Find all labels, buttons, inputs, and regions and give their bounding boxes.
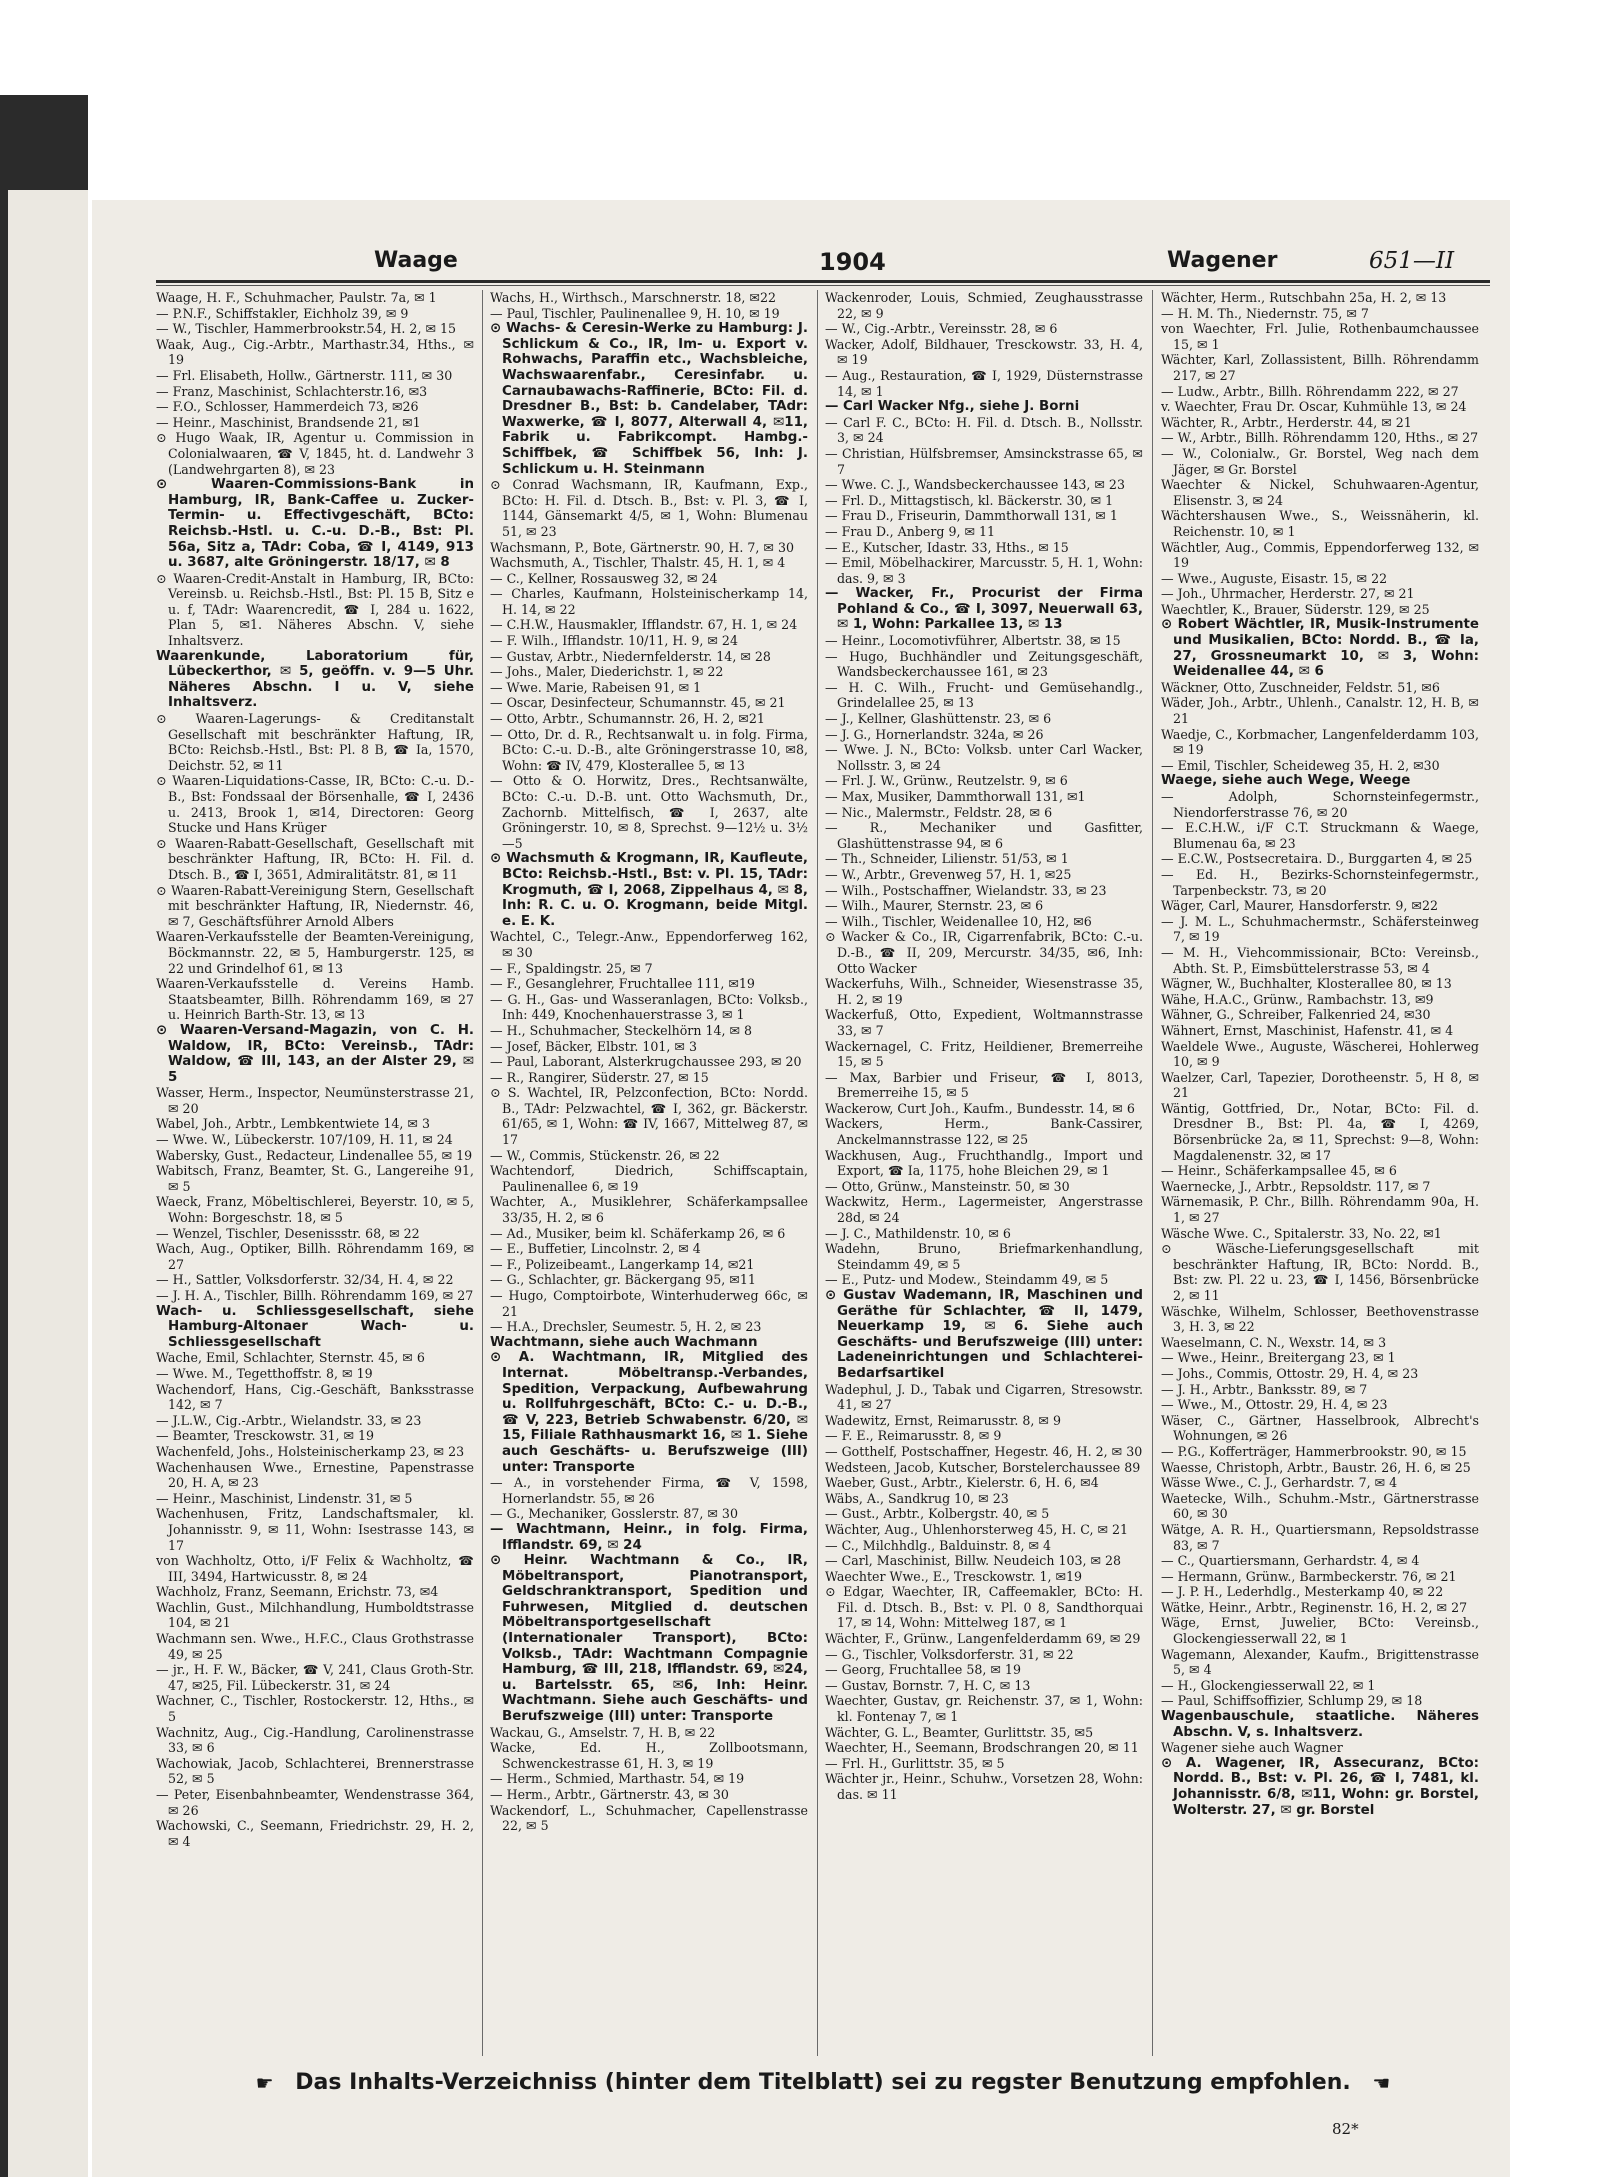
directory-entry: — Johs., Maler, Diederichstr. 1, ✉ 22	[490, 664, 724, 680]
directory-entry: Wackernagel, C. Fritz, Heildiener, Bremerreihe 15, ✉ 5	[825, 1038, 1143, 1070]
pointing-hand-right-icon: ☛	[255, 2071, 274, 2095]
directory-entry: — Peter, Eisenbahnbeamter, Wendenstrasse 364, ✉ 26	[156, 1787, 474, 1818]
directory-entry: — Wwe. Marie, Rabeisen 91, ✉ 1	[490, 679, 702, 695]
directory-entry: Wäckner, Otto, Zuschneider, Feldstr. 51, ✉6	[1161, 679, 1440, 695]
directory-entry: — Emil, Tischler, Scheideweg 35, H. 2, ✉30	[1161, 757, 1440, 773]
directory-entry: ⊙ Wachs- & Ceresin-Werke zu Hamburg: J. Schlickum & Co., IR, Im- u. Export v. Rohwachs, Paraffin etc., Wachsbleiche, Wachswaarenfabr., Ceresinfabr. u. Carnaubawachs-Raffinerie, BCto: Fil. d. Dresdner B., Bst: b. Candelaber, TAdr: Waxwerke, ☎ I, 8077, Alterwall 4, ✉11, Fabrik u. Fabrikcompt. Hambg.-Schiffbek, ☎ Schiffbek 56, Inh: J. Schlickum u. H. Steinmann	[490, 321, 808, 477]
directory-entry: — Heinr., Maschinist, Lindenstr. 31, ✉ 5	[156, 1490, 413, 1506]
directory-entry: Waege, siehe auch Wege, Weege	[1161, 773, 1411, 789]
directory-entry: Wächter, Karl, Zollassistent, Billh. Röhrendamm 217, ✉ 27	[1161, 352, 1479, 383]
directory-entry: Wachenfeld, Johs., Holsteinischerkamp 23, ✉ 23	[156, 1443, 465, 1459]
directory-entry: Waelzer, Carl, Tapezier, Dorotheenstr. 5, H 8, ✉ 21	[1161, 1069, 1479, 1101]
directory-entry: Wachsmann, P., Bote, Gärtnerstr. 90, H. 7, ✉ 30	[490, 539, 794, 555]
directory-entry: — Wwe., Auguste, Eisastr. 15, ✉ 22	[1161, 570, 1388, 586]
directory-entry: — Wwe., Heinr., Breitergang 23, ✉ 1	[1161, 1350, 1396, 1366]
directory-entry: Wäschke, Wilhelm, Schlosser, Beethovenstrasse 3, H. 3, ✉ 22	[1161, 1303, 1479, 1335]
directory-entry: Wabitsch, Franz, Beamter, St. G., Langereihe 91, ✉ 5	[156, 1163, 474, 1194]
directory-entry: — G., Mechaniker, Gosslerstr. 87, ✉ 30	[490, 1506, 738, 1522]
directory-entry: Wacker, Adolf, Bildhauer, Tresckowstr. 33, H. 4, ✉ 19	[825, 336, 1143, 368]
directory-entry: — E.C.H.W., i/F C.T. Struckmann & Waege, Blumenau 6a, ✉ 23	[1161, 820, 1479, 851]
directory-entry: — Heinr., Locomotivführer, Albertstr. 38, ✉ 15	[825, 633, 1121, 649]
directory-entry: Wächter, Herm., Rutschbahn 25a, H. 2, ✉ 13	[1161, 290, 1447, 305]
directory-entry: — Emil, Möbelhackirer, Marcusstr. 5, H. 1, Wohn: das. 9, ✉ 3	[825, 555, 1143, 586]
directory-entry: Wachmann sen. Wwe., H.F.C., Claus Grothstrasse 49, ✉ 25	[156, 1631, 474, 1662]
directory-entry: Wähnert, Ernst, Maschinist, Hafenstr. 41, ✉ 4	[1161, 1022, 1454, 1038]
footer-notice	[156, 2070, 1490, 2110]
column-1	[156, 290, 474, 2056]
directory-entry: — Frl. J. W., Grünw., Reutzelstr. 9, ✉ 6	[825, 773, 1068, 789]
directory-entry: ⊙ Wacker & Co., IR, Cigarrenfabrik, BCto: C.-u. D.-B., ☎ II, 209, Mercurstr. 34/35, ✉6, Inh: Otto Wacker	[825, 929, 1143, 976]
directory-entry: Waesse, Christoph, Arbtr., Baustr. 26, H. 6, ✉ 25	[1161, 1459, 1471, 1475]
directory-entry: — Paul, Tischler, Paulinenallee 9, H. 10, ✉ 19	[490, 305, 780, 321]
directory-entry: Wächter jr., Heinr., Schuhw., Vorsetzen 28, Wohn: das. ✉ 11	[825, 1771, 1143, 1802]
directory-entry: Waechter & Nickel, Schuhwaaren-Agentur, Elisenstr. 3, ✉ 24	[1161, 477, 1479, 508]
directory-entry: Wähner, G., Schreiber, Falkenried 24, ✉30	[1161, 1007, 1431, 1023]
directory-entry: Wache, Emil, Schlachter, Sternstr. 45, ✉ 6	[156, 1350, 425, 1366]
directory-entry: — J. M. L., Schuhmachermstr., Schäfersteinweg 7, ✉ 19	[1161, 913, 1479, 945]
directory-entry: — Ad., Musiker, beim kl. Schäferkamp 26, ✉ 6	[490, 1225, 786, 1241]
directory-entry: ⊙ Waaren-Lagerungs- & Creditanstalt Gesellschaft mit beschränkter Haftung, IR, BCto: Reichsb.-Hstl., Bst: Pl. 8 B, ☎ Ia, 1570, Deichstr. 52, ✉ 11	[156, 711, 474, 773]
directory-entry: — Wwe. C. J., Wandsbeckerchaussee 143, ✉ 23	[825, 477, 1125, 493]
directory-entry: Waage, H. F., Schuhmacher, Paulstr. 7a, ✉ 1	[156, 290, 437, 305]
directory-entry: Wackerow, Curt Joh., Kaufm., Bundesstr. 14, ✉ 6	[825, 1100, 1135, 1116]
directory-entry: — H. C. Wilh., Frucht- und Gemüsehandlg., Grindelallee 25, ✉ 13	[825, 679, 1143, 711]
directory-entry: — Franz, Maschinist, Schlachterstr.16, ✉3	[156, 383, 428, 399]
directory-entry: — E., Kutscher, Idastr. 33, Hths., ✉ 15	[825, 539, 1069, 555]
directory-entry: — Aug., Restauration, ☎ I, 1929, Düsternstrasse 14, ✉ 1	[825, 367, 1143, 399]
directory-entry: Wackerfuß, Otto, Expedient, Woltmannstrasse 33, ✉ 7	[825, 1007, 1143, 1038]
directory-entry: Waeselmann, C. N., Wexstr. 14, ✉ 3	[1161, 1334, 1387, 1350]
directory-entry: Wadewitz, Ernst, Reimarusstr. 8, ✉ 9	[825, 1412, 1061, 1428]
directory-entry: Wätge, A. R. H., Quartiersmann, Repsoldstrasse 83, ✉ 7	[1161, 1521, 1479, 1553]
directory-entry: — Max, Musiker, Dammthorwall 131, ✉1	[825, 789, 1086, 804]
directory-entry: — Otto & O. Horwitz, Dres., Rechtsanwälte, BCto: C.-u. D.-B. unt. Otto Wachsmuth, Dr., Zachornb. Mittelfisch, ☎ I, 2637, alte Gröningerstr. 10, ✉ 8, Sprechst. 9—12½ u. 3½—5	[490, 773, 808, 851]
directory-entry: Wadehn, Bruno, Briefmarkenhandlung, Steindamm 49, ✉ 5	[825, 1241, 1143, 1272]
directory-entry: Wachowski, C., Seemann, Friedrichstr. 29, H. 2, ✉ 4	[156, 1818, 474, 1849]
directory-entry: — Johs., Commis, Ottostr. 29, H. 4, ✉ 23	[1161, 1365, 1419, 1381]
directory-entry: Wedsteen, Jacob, Kutscher, Borstelerchaussee 89	[825, 1459, 1141, 1475]
directory-entry: — H., Schuhmacher, Steckelhörn 14, ✉ 8	[490, 1022, 753, 1038]
directory-entry: Wasser, Herm., Inspector, Neumünsterstrasse 21, ✉ 20	[156, 1085, 474, 1116]
directory-entry: — G., Schlachter, gr. Bäckergang 95, ✉11	[490, 1272, 756, 1288]
directory-entry: — Hugo, Comptoirbote, Winterhuderweg 66c, ✉ 21	[490, 1288, 808, 1319]
directory-entry: — Josef, Bäcker, Elbstr. 101, ✉ 3	[490, 1038, 697, 1054]
directory-entry: — Carl, Maschinist, Billw. Neudeich 103, ✉ 28	[825, 1553, 1122, 1569]
directory-entry: Wabersky, Gust., Redacteur, Lindenallee 55, ✉ 19	[156, 1147, 473, 1163]
signature-mark: 82*	[1332, 2120, 1359, 2138]
directory-entry: Wachter, A., Musiklehrer, Schäferkampsallee 33/35, H. 2, ✉ 6	[490, 1194, 808, 1226]
directory-entry: — Paul, Schiffsoffizier, Schlump 29, ✉ 18	[1161, 1693, 1423, 1709]
directory-entry: — F. E., Reimarusstr. 8, ✉ 9	[825, 1428, 1002, 1444]
directory-entry: ⊙ Conrad Wachsmann, IR, Kaufmann, Exp., BCto: H. Fil. d. Dtsch. B., Bst: v. Pl. 3, ☎ I, 1144, Gänsemarkt 4/5, ✉ 1, Wohn: Blumenau 51, ✉ 23	[490, 477, 808, 539]
directory-entry: Wächter, Aug., Uhlenhorsterweg 45, H. C, ✉ 21	[825, 1521, 1129, 1537]
directory-entry: Wachowiak, Jacob, Schlachterei, Brennerstrasse 52, ✉ 5	[156, 1755, 474, 1787]
directory-entry: — Frau D., Friseurin, Dammthorwall 131, ✉ 1	[825, 508, 1118, 524]
directory-entry: — Otto, Grünw., Mansteinstr. 50, ✉ 30	[825, 1178, 1070, 1194]
directory-entry: ⊙ Edgar, Waechter, IR, Caffeemakler, BCto: H. Fil. d. Dtsch. B., Bst: v. Pl. 0 8, Sandthorquai 17, ✉ 14, Wohn: Mittelweg 187, ✉ 1	[825, 1584, 1143, 1631]
directory-entry: Wächter, F., Grünw., Langenfelderdamm 69, ✉ 29	[825, 1631, 1141, 1647]
entry-columns	[156, 290, 1490, 2056]
directory-entry: — Hermann, Grünw., Barmbeckerstr. 76, ✉ 21	[1161, 1568, 1457, 1584]
directory-entry: Wachnitz, Aug., Cig.-Handlung, Carolinenstrasse 33, ✉ 6	[156, 1724, 474, 1756]
directory-entry: Wäntig, Gottfried, Dr., Notar, BCto: Fil. d. Dresdner B., Bst: Pl. 4a, ☎ I, 4269, Börsenbrücke 2a, ✉ 11, Sprechst: 9—8, Wohn: Magdalenenstr. 32, ✉ 17	[1161, 1100, 1479, 1163]
directory-entry: Waeck, Franz, Möbeltischlerei, Beyerstr. 10, ✉ 5, Wohn: Borgeschstr. 18, ✉ 5	[156, 1194, 474, 1226]
directory-entry: Wachsmuth, A., Tischler, Thalstr. 45, H. 1, ✉ 4	[490, 555, 786, 571]
pointing-hand-left-icon: ☚	[1372, 2071, 1391, 2095]
directory-entry: Wagener siehe auch Wagner	[1161, 1740, 1343, 1756]
directory-entry: — H., Sattler, Volksdorferstr. 32/34, H. 4, ✉ 22	[156, 1272, 454, 1288]
directory-entry: — G. H., Gas- und Wasseranlagen, BCto: Volksb., Inh: 449, Knochenhauerstrasse 3, ✉ 1	[490, 991, 808, 1023]
directory-entry: — H. M. Th., Niedernstr. 75, ✉ 7	[1161, 305, 1369, 321]
directory-entry: Wackenroder, Louis, Schmied, Zeughausstrasse 22, ✉ 9	[825, 290, 1143, 321]
directory-entry: Waaren-Verkaufsstelle der Beamten-Vereinigung, Böckmannstr. 22, ✉ 5, Hamburgerstr. 125, ✉ 22 und Grindelhof 61, ✉ 13	[156, 929, 474, 976]
directory-entry: — Heinr., Maschinist, Brandsende 21, ✉1	[156, 414, 421, 430]
directory-entry: Waarenkunde, Laboratorium für, Lübeckerthor, ✉ 5, geöffn. v. 9—5 Uhr. Näheres Abschn. I u. V, siehe Inhaltsverz.	[156, 648, 474, 711]
directory-entry: Wachenhusen, Fritz, Landschaftsmaler, kl. Johannisstr. 9, ✉ 11, Wohn: Isestrasse 143, ✉ 17	[156, 1506, 474, 1553]
directory-page	[92, 200, 1510, 2177]
directory-entry: — Wacker, Fr., Procurist der Firma Pohland & Co., ☎ I, 3097, Neuerwall 63, ✉ 1, Wohn: Parkallee 13, ✉ 13	[825, 586, 1143, 633]
directory-entry: ⊙ Wachsmuth & Krogmann, IR, Kaufleute, BCto: Reichsb.-Hstl., Bst: v. Pl. 15, TAdr: Krogmuth, ☎ I, 2068, Zippelhaus 4, ✉ 8, Inh: R. C. u. O. Krogmann, beide Mitgl. e. E. K.	[490, 851, 808, 929]
directory-entry: — jr., H. F. W., Bäcker, ☎ V, 241, Claus Groth-Str. 47, ✉25, Fil. Lübeckerstr. 31, ✉ 24	[156, 1662, 474, 1693]
directory-entry: — J. G., Hornerlandstr. 324a, ✉ 26	[825, 726, 1044, 742]
directory-entry: — Nic., Malermstr., Feldstr. 28, ✉ 6	[825, 804, 1053, 820]
directory-entry: Wackau, G., Amselstr. 7, H. B, ✉ 22	[490, 1724, 716, 1740]
directory-entry: — Wilh., Postschaffner, Wielandstr. 33, ✉ 23	[825, 882, 1107, 898]
directory-entry: — Heinr., Schäferkampsallee 45, ✉ 6	[1161, 1163, 1397, 1179]
directory-entry: Wägner, W., Buchhalter, Klosterallee 80, ✉ 13	[1161, 976, 1452, 992]
directory-entry: — Wilh., Maurer, Sternstr. 23, ✉ 6	[825, 898, 1044, 914]
directory-entry: Wabel, Joh., Arbtr., Lembkentwiete 14, ✉ 3	[156, 1116, 430, 1132]
directory-entry: — Charles, Kaufmann, Holsteinischerkamp 14, H. 14, ✉ 22	[490, 586, 808, 617]
column-divider	[1152, 290, 1153, 2056]
directory-entry: — C., Milchhdlg., Balduinstr. 8, ✉ 4	[825, 1537, 1052, 1553]
directory-entry: — C.H.W., Hausmakler, Ifflandstr. 67, H. 1, ✉ 24	[490, 617, 798, 633]
directory-entry: Wäsche Wwe. C., Spitalerstr. 33, No. 22, ✉1	[1161, 1225, 1442, 1241]
directory-entry: — Frl. D., Mittagstisch, kl. Bäckerstr. 30, ✉ 1	[825, 492, 1114, 508]
directory-entry: Wächter, R., Arbtr., Herderstr. 44, ✉ 21	[1161, 414, 1412, 430]
directory-entry: Waetecke, Wilh., Schuhm.-Mstr., Gärtnerstrasse 60, ✉ 30	[1161, 1490, 1479, 1522]
directory-entry: Wachtmann, siehe auch Wachmann	[490, 1334, 758, 1350]
directory-entry: Wachner, C., Tischler, Rostockerstr. 12, Hths., ✉ 5	[156, 1693, 474, 1725]
directory-entry: Waeber, Gust., Arbtr., Kielerstr. 6, H. 6, ✉4	[825, 1475, 1099, 1491]
directory-entry: — Otto, Arbtr., Schumannstr. 26, H. 2, ✉21	[490, 711, 765, 727]
directory-entry: — F. Wilh., Ifflandstr. 10/11, H. 9, ✉ 24	[490, 633, 738, 649]
directory-entry: Wäder, Joh., Arbtr., Uhlenh., Canalstr. 12, H. B, ✉ 21	[1161, 695, 1479, 727]
directory-entry: Wachtel, C., Telegr.-Anw., Eppendorferweg 162, ✉ 30	[490, 929, 808, 960]
header-year: 1904	[819, 248, 886, 276]
directory-entry: — C., Kellner, Rossausweg 32, ✉ 24	[490, 570, 718, 586]
directory-entry: — Ed. H., Bezirks-Schornsteinfegermstr., Tarpenbeckstr. 73, ✉ 20	[1161, 866, 1479, 898]
column-2	[490, 290, 808, 2056]
directory-entry: ⊙ A. Wachtmann, IR, Mitglied des Internat. Möbeltransp.-Verbandes, Spedition, Verpackung, Aufbewahrung u. Rollfuhrgeschäft, BCto: C.- u. D.-B., ☎ V, 223, Betrieb Schwabenstr. 6/20, ✉ 15, Filiale Rathhausmarkt 16, ✉ 1. Siehe auch Geschäfts- u. Berufszweige (III) unter: Transporte	[490, 1350, 808, 1475]
directory-entry: — Carl Wacker Nfg., siehe J. Borni	[825, 399, 1080, 415]
directory-entry: Waechter, Gustav, gr. Reichenstr. 37, ✉ 1, Wohn: kl. Fontenay 7, ✉ 1	[825, 1693, 1143, 1725]
footer-text: Das Inhalts-Verzeichniss (hinter dem Titelblatt) sei zu regster Benutzung empfohlen.	[295, 2070, 1351, 2095]
directory-entry: — G., Tischler, Volksdorferstr. 31, ✉ 22	[825, 1646, 1074, 1662]
directory-entry: ⊙ Wäsche-Lieferungsgesellschaft mit beschränkter Haftung, IR, BCto: Nordd. B., Bst: zw. Pl. 22 u. 23, ☎ I, 1456, Börsenbrücke 2, ✉ 11	[1161, 1241, 1479, 1303]
directory-entry: ⊙ Waaren-Commissions-Bank in Hamburg, IR, Bank-Caffee u. Zucker-Termin- u. Effectivgeschäft, BCto: Reichsb.-Hstl. u. C.-u. D.-B., Bst: Pl. 56a, Sitz a, TAdr: Coba, ☎ I, 4149, 913 u. 3687, alte Gröningerstr. 18/17, ✉ 8	[156, 477, 474, 571]
directory-entry: — Oscar, Desinfecteur, Schumannstr. 45, ✉ 21	[490, 695, 786, 711]
directory-entry: Wachendorf, Hans, Cig.-Geschäft, Banksstrasse 142, ✉ 7	[156, 1381, 474, 1413]
directory-entry: — Otto, Dr. d. R., Rechtsanwalt u. in folg. Firma, BCto: C.-u. D.-B., alte Gröningerstrasse 10, ✉8, Wohn: ☎ IV, 479, Klosterallee 5, ✉ 13	[490, 726, 808, 773]
directory-entry: Wäbs, A., Sandkrug 10, ✉ 23	[825, 1490, 1009, 1506]
header-rule	[156, 280, 1490, 283]
directory-entry: Wätke, Heinr., Arbtr., Reginenstr. 16, H. 2, ✉ 27	[1161, 1599, 1468, 1615]
directory-entry: — F.O., Schlosser, Hammerdeich 73, ✉26	[156, 399, 419, 415]
directory-entry: Wäger, Carl, Maurer, Hansdorferstr. 9, ✉22	[1161, 898, 1438, 914]
directory-entry: ⊙ Waaren-Rabatt-Gesellschaft, Gesellschaft mit beschränkter Haftung, IR, BCto: H. Fil. d. Dtsch. B., ☎ I, 3651, Admiralitätstr. 81, ✉ 11	[156, 835, 474, 882]
directory-entry: — Wwe. M., Tegetthoffstr. 8, ✉ 19	[156, 1365, 373, 1381]
directory-entry: Wächtler, Aug., Commis, Eppendorferweg 132, ✉ 19	[1161, 539, 1479, 571]
directory-entry: — F., Spaldingstr. 25, ✉ 7	[490, 960, 653, 976]
directory-entry: von Wachholtz, Otto, i/F Felix & Wachholtz, ☎ III, 3494, Hartwicusstr. 8, ✉ 24	[156, 1553, 474, 1584]
directory-entry: Wagenbauschule, staatliche. Näheres Abschn. V, s. Inhaltsverz.	[1161, 1709, 1479, 1740]
directory-entry: — Gustav, Arbtr., Niedernfelderstr. 14, ✉ 28	[490, 648, 771, 664]
directory-entry: Waeldele Wwe., Auguste, Wäscherei, Hohlerweg 10, ✉ 9	[1161, 1038, 1479, 1070]
directory-entry: — J. H. A., Tischler, Billh. Röhrendamm 169, ✉ 27	[156, 1288, 474, 1303]
directory-entry: — Wwe. J. N., BCto: Volksb. unter Carl Wacker, Nollsstr. 3, ✉ 24	[825, 742, 1143, 773]
directory-entry: Waaren-Verkaufsstelle d. Vereins Hamb. Staatsbeamter, Billh. Röhrendamm 169, ✉ 27 u. Heinrich Barth-Str. 13, ✉ 13	[156, 976, 474, 1023]
directory-entry: — Wwe. W., Lübeckerstr. 107/109, H. 11, ✉ 24	[156, 1132, 453, 1148]
page-number: 651—II	[1369, 248, 1455, 274]
directory-entry: Wackendorf, L., Schuhmacher, Capellenstrasse 22, ✉ 5	[490, 1802, 808, 1834]
directory-entry: — W., Arbtr., Billh. Röhrendamm 120, Hths., ✉ 27	[1161, 430, 1479, 446]
directory-entry: ⊙ A. Wagener, IR, Assecuranz, BCto: Nordd. B., Bst: v. Pl. 26, ☎ I, 7481, kl. Johannisstr. 6/8, ✉11, Wohn: gr. Borstel, Wolterstr. 27, ✉ gr. Borstel	[1161, 1755, 1479, 1818]
directory-entry: Wackhusen, Aug., Fruchthandlg., Import und Export, ☎ Ia, 1175, hohe Bleichen 29, ✉ 1	[825, 1147, 1143, 1179]
directory-entry: — Ludw., Arbtr., Billh. Röhrendamm 222, ✉ 27	[1161, 383, 1459, 399]
directory-entry: — E., Buffetier, Lincolnstr. 2, ✉ 4	[490, 1241, 701, 1257]
previous-page-edge	[8, 190, 88, 2177]
directory-entry: — J., Kellner, Glashüttenstr. 23, ✉ 6	[825, 711, 1052, 727]
directory-entry: Wäser, C., Gärtner, Hasselbrook, Albrecht's Wohnungen, ✉ 26	[1161, 1412, 1479, 1444]
directory-entry: Wachs, H., Wirthsch., Marschnerstr. 18, ✉22	[490, 290, 776, 305]
directory-entry: — Hugo, Buchhändler und Zeitungsgeschäft, Wandsbeckerchaussee 161, ✉ 23	[825, 648, 1143, 680]
directory-entry: — Gust., Arbtr., Kolbergstr. 40, ✉ 5	[825, 1506, 1050, 1522]
directory-entry: — M. H., Viehcommissionair, BCto: Vereinsb., Abth. St. P., Eimsbüttelerstrasse 53, ✉ 4	[1161, 944, 1479, 976]
directory-entry: — Wilh., Tischler, Weidenallee 10, H2, ✉6	[825, 913, 1092, 929]
directory-entry: Waernecke, J., Arbtr., Repsoldstr. 117, ✉ 7	[1161, 1178, 1431, 1194]
directory-entry: Wärnemasik, P. Chr., Billh. Röhrendamm 90a, H. 1, ✉ 27	[1161, 1194, 1479, 1226]
directory-entry: Waak, Aug., Cig.-Arbtr., Marthastr.34, Hths., ✉ 19	[156, 336, 474, 368]
directory-entry: Wackerfuhs, Wilh., Schneider, Wiesenstrasse 35, H. 2, ✉ 19	[825, 976, 1143, 1007]
directory-entry: — J. P. H., Lederhdlg., Mesterkamp 40, ✉ 22	[1161, 1584, 1444, 1600]
directory-entry: — R., Rangirer, Süderstr. 27, ✉ 15	[490, 1069, 709, 1085]
directory-entry: — Frl. Elisabeth, Hollw., Gärtnerstr. 111, ✉ 30	[156, 367, 453, 383]
directory-entry: — W., Commis, Stückenstr. 26, ✉ 22	[490, 1147, 720, 1163]
running-header	[154, 242, 1464, 282]
directory-entry: — J.L.W., Cig.-Arbtr., Wielandstr. 33, ✉ 23	[156, 1412, 422, 1428]
directory-entry: Wächter, G. L., Beamter, Gurlittstr. 35, ✉5	[825, 1724, 1094, 1740]
directory-entry: Waechter Wwe., E., Tresckowstr. 1, ✉19	[825, 1568, 1083, 1584]
directory-entry: — Adolph, Schornsteinfegermstr., Niendorferstrasse 76, ✉ 20	[1161, 789, 1479, 820]
directory-entry: ⊙ S. Wachtel, IR, Pelzconfection, BCto: Nordd. B., TAdr: Pelzwachtel, ☎ I, 362, gr. Bäckerstr. 61/65, ✉ 1, Wohn: ☎ IV, 1667, Mittelweg 87, ✉ 17	[490, 1085, 808, 1148]
directory-entry: Wachholz, Franz, Seemann, Erichstr. 73, ✉4	[156, 1584, 439, 1600]
directory-entry: — Gotthelf, Postschaffner, Hegestr. 46, H. 2, ✉ 30	[825, 1443, 1143, 1459]
directory-entry: ⊙ Waaren-Versand-Magazin, von C. H. Waldow, IR, BCto: Vereinsb., TAdr: Waldow, ☎ III, 143, an der Alster 29, ✉ 5	[156, 1022, 474, 1085]
directory-entry: Wähe, H.A.C., Grünw., Rambachstr. 13, ✉9	[1161, 991, 1434, 1007]
directory-entry: — Th., Schneider, Lilienstr. 51/53, ✉ 1	[825, 851, 1069, 867]
directory-entry: Waedje, C., Korbmacher, Langenfelderdamm 103, ✉ 19	[1161, 726, 1479, 758]
column-divider	[817, 290, 818, 2056]
directory-entry: — H., Glockengiesserwall 22, ✉ 1	[1161, 1677, 1376, 1693]
directory-entry: — Carl F. C., BCto: H. Fil. d. Dtsch. B., Nollsstr. 3, ✉ 24	[825, 414, 1143, 446]
column-4	[1161, 290, 1479, 2056]
directory-entry: — W., Cig.-Arbtr., Vereinsstr. 28, ✉ 6	[825, 321, 1058, 337]
directory-entry: — E.C.W., Postsecretaira. D., Burggarten 4, ✉ 25	[1161, 851, 1473, 867]
directory-entry: ⊙ Heinr. Wachtmann & Co., IR, Möbeltransport, Pianotransport, Geldschranktransport, Spedition und Fuhrwesen, Mitglied d. deutschen Möbeltransportgesellschaft (Internationaler Transport), BCto: Volksb., TAdr: Wachtmann Compagnie Hamburg, ☎ III, 218, Ifflandstr. 69, ✉24, u. Bartelsstr. 65, ✉6, Inh: Heinr. Wachtmann. Siehe auch Geschäfts- und Berufszweige (III) unter: Transporte	[490, 1553, 808, 1725]
column-3	[825, 290, 1143, 2056]
directory-entry: ⊙ Gustav Wademann, IR, Maschinen und Geräthe für Schlachter, ☎ II, 1479, Neuerkamp 19, ✉ 6. Siehe auch Geschäfts- und Berufszweige (III) unter: Ladeneinrichtungen und Schlachterei-Bedarfsartikel	[825, 1288, 1143, 1381]
column-divider	[482, 290, 483, 2056]
directory-entry: Waechter, H., Seemann, Brodschrangen 20, ✉ 11	[825, 1740, 1139, 1756]
directory-entry: Wach- u. Schliessgesellschaft, siehe Hamburg-Altonaer Wach- u. Schliessgesellschaft	[156, 1303, 474, 1350]
directory-entry: Wackers, Herm., Bank-Cassirer, Anckelmannstrasse 122, ✉ 25	[825, 1116, 1143, 1148]
directory-entry: Wächtershausen Wwe., S., Weissnäherin, kl. Reichenstr. 10, ✉ 1	[1161, 508, 1479, 539]
directory-entry: — W., Arbtr., Grevenweg 57, H. 1, ✉25	[825, 866, 1072, 882]
directory-entry: Wachtendorf, Diedrich, Schiffscaptain, Paulinenallee 6, ✉ 19	[490, 1163, 808, 1194]
directory-entry: ⊙ Waaren-Liquidations-Casse, IR, BCto: C.-u. D.-B., Bst: Fondssaal der Börsenhalle, ☎ I, 2436 u. 2413, Brook 1, ✉14, Directoren: Georg Stucke und Hans Krüger	[156, 773, 474, 836]
directory-entry: Wachlin, Gust., Milchhandlung, Humboldtstrasse 104, ✉ 21	[156, 1599, 474, 1631]
directory-entry: — Frl. H., Gurlittstr. 35, ✉ 5	[825, 1755, 1005, 1771]
header-rule-thin	[156, 285, 1490, 286]
directory-entry: — W., Colonialw., Gr. Borstel, Weg nach dem Jäger, ✉ Gr. Borstel	[1161, 445, 1479, 477]
directory-entry: Wagemann, Alexander, Kaufm., Brigittenstrasse 5, ✉ 4	[1161, 1646, 1479, 1678]
directory-entry: — Wachtmann, Heinr., in folg. Firma, Ifflandstr. 69, ✉ 24	[490, 1521, 808, 1553]
directory-entry: — Max, Barbier und Friseur, ☎ I, 8013, Bremerreihe 15, ✉ 5	[825, 1069, 1143, 1101]
directory-entry: Wackwitz, Herm., Lagermeister, Angerstrasse 28d, ✉ 24	[825, 1194, 1143, 1226]
directory-entry: — W., Tischler, Hammerbrookstr.54, H. 2, ✉ 15	[156, 321, 457, 337]
header-last-keyword: Wagener	[1167, 248, 1278, 273]
directory-entry: von Waechter, Frl. Julie, Rothenbaumchaussee 15, ✉ 1	[1161, 321, 1479, 352]
directory-entry: — P.N.F., Schiffstakler, Eichholz 39, ✉ 9	[156, 305, 409, 321]
directory-entry: — J. H., Arbtr., Banksstr. 89, ✉ 7	[1161, 1381, 1368, 1397]
directory-entry: — Beamter, Tresckowstr. 31, ✉ 19	[156, 1428, 375, 1444]
directory-entry: — Paul, Laborant, Alsterkrugchaussee 293, ✉ 20	[490, 1054, 802, 1070]
directory-entry: Wach, Aug., Optiker, Billh. Röhrendamm 169, ✉ 27	[156, 1241, 474, 1272]
directory-entry: — A., in vorstehender Firma, ☎ V, 1598, Hornerlandstr. 55, ✉ 26	[490, 1475, 808, 1506]
directory-entry: ⊙ Hugo Waak, IR, Agentur u. Commission in Colonialwaaren, ☎ V, 1845, ht. d. Landwehr 3 (Landwehrgarten 8), ✉ 23	[156, 430, 474, 477]
directory-entry: — Gustav, Bornstr. 7, H. C, ✉ 13	[825, 1677, 1031, 1693]
directory-entry: — F., Polizeibeamt., Langerkamp 14, ✉21	[490, 1256, 755, 1272]
directory-entry: — C., Quartiersmann, Gerhardstr. 4, ✉ 4	[1161, 1553, 1420, 1569]
directory-entry: — R., Mechaniker und Gasfitter, Glashüttenstrasse 94, ✉ 6	[825, 820, 1143, 851]
header-first-keyword: Waage	[374, 248, 458, 273]
directory-entry: — E., Putz- und Modew., Steindamm 49, ✉ 5	[825, 1272, 1109, 1288]
directory-entry: — F., Gesanglehrer, Fruchtallee 111, ✉19	[490, 976, 755, 992]
directory-entry: — Herm., Schmied, Marthastr. 54, ✉ 19	[490, 1771, 745, 1787]
directory-entry: Wacke, Ed. H., Zollbootsmann, Schwenckestrasse 61, H. 3, ✉ 19	[490, 1740, 808, 1771]
directory-entry: ⊙ Robert Wächtler, IR, Musik-Instrumente und Musikalien, BCto: Nordd. B., ☎ Ia, 27, Grossneumarkt 10, ✉ 3, Wohn: Weidenallee 44, ✉ 6	[1161, 617, 1479, 680]
directory-entry: ⊙ Waaren-Rabatt-Vereinigung Stern, Gesellschaft mit beschränkter Haftung, IR, Niedernstr. 46, ✉ 7, Geschäftsführer Arnold Albers	[156, 882, 474, 929]
directory-entry: — Wenzel, Tischler, Desenissstr. 68, ✉ 22	[156, 1225, 420, 1241]
directory-entry: — Christian, Hülfsbremser, Amsinckstrasse 65, ✉ 7	[825, 445, 1143, 477]
directory-entry: Wachenhausen Wwe., Ernestine, Papenstrasse 20, H. A, ✉ 23	[156, 1459, 474, 1491]
directory-entry: v. Waechter, Frau Dr. Oscar, Kuhmühle 13, ✉ 24	[1161, 399, 1467, 415]
directory-entry: Waechtler, K., Brauer, Süderstr. 129, ✉ 25	[1161, 601, 1430, 617]
directory-entry: — Wwe., M., Ottostr. 29, H. 4, ✉ 23	[1161, 1397, 1388, 1413]
directory-entry: — P.G., Kofferträger, Hammerbrookstr. 90, ✉ 15	[1161, 1443, 1467, 1459]
directory-entry: — Herm., Arbtr., Gärtnerstr. 43, ✉ 30	[490, 1787, 729, 1802]
directory-entry: ⊙ Waaren-Credit-Anstalt in Hamburg, IR, BCto: Vereinsb. u. Reichsb.-Hstl., Bst: Pl. 15 B, Sitz e u. f, TAdr: Waarencredit, ☎ I, 284 u. 1622, Plan 5, ✉1. Näheres Abschn. V, siehe Inhaltsverz.	[156, 570, 474, 649]
directory-entry: — Georg, Fruchtallee 58, ✉ 19	[825, 1662, 1021, 1678]
directory-entry: Wässe Wwe., C. J., Gerhardstr. 7, ✉ 4	[1161, 1475, 1398, 1491]
directory-entry: Wäge, Ernst, Juwelier, BCto: Vereinsb., Glockengiesserwall 22, ✉ 1	[1161, 1615, 1479, 1647]
directory-entry: — Frau D., Anberg 9, ✉ 11	[825, 523, 996, 539]
directory-entry: — H.A., Drechsler, Seumestr. 5, H. 2, ✉ 23	[490, 1319, 762, 1335]
directory-entry: Wadephul, J. D., Tabak und Cigarren, Stresowstr. 41, ✉ 27	[825, 1381, 1143, 1413]
directory-entry: — J. C., Mathildenstr. 10, ✉ 6	[825, 1225, 1011, 1241]
directory-entry: — Joh., Uhrmacher, Herderstr. 27, ✉ 21	[1161, 586, 1415, 602]
